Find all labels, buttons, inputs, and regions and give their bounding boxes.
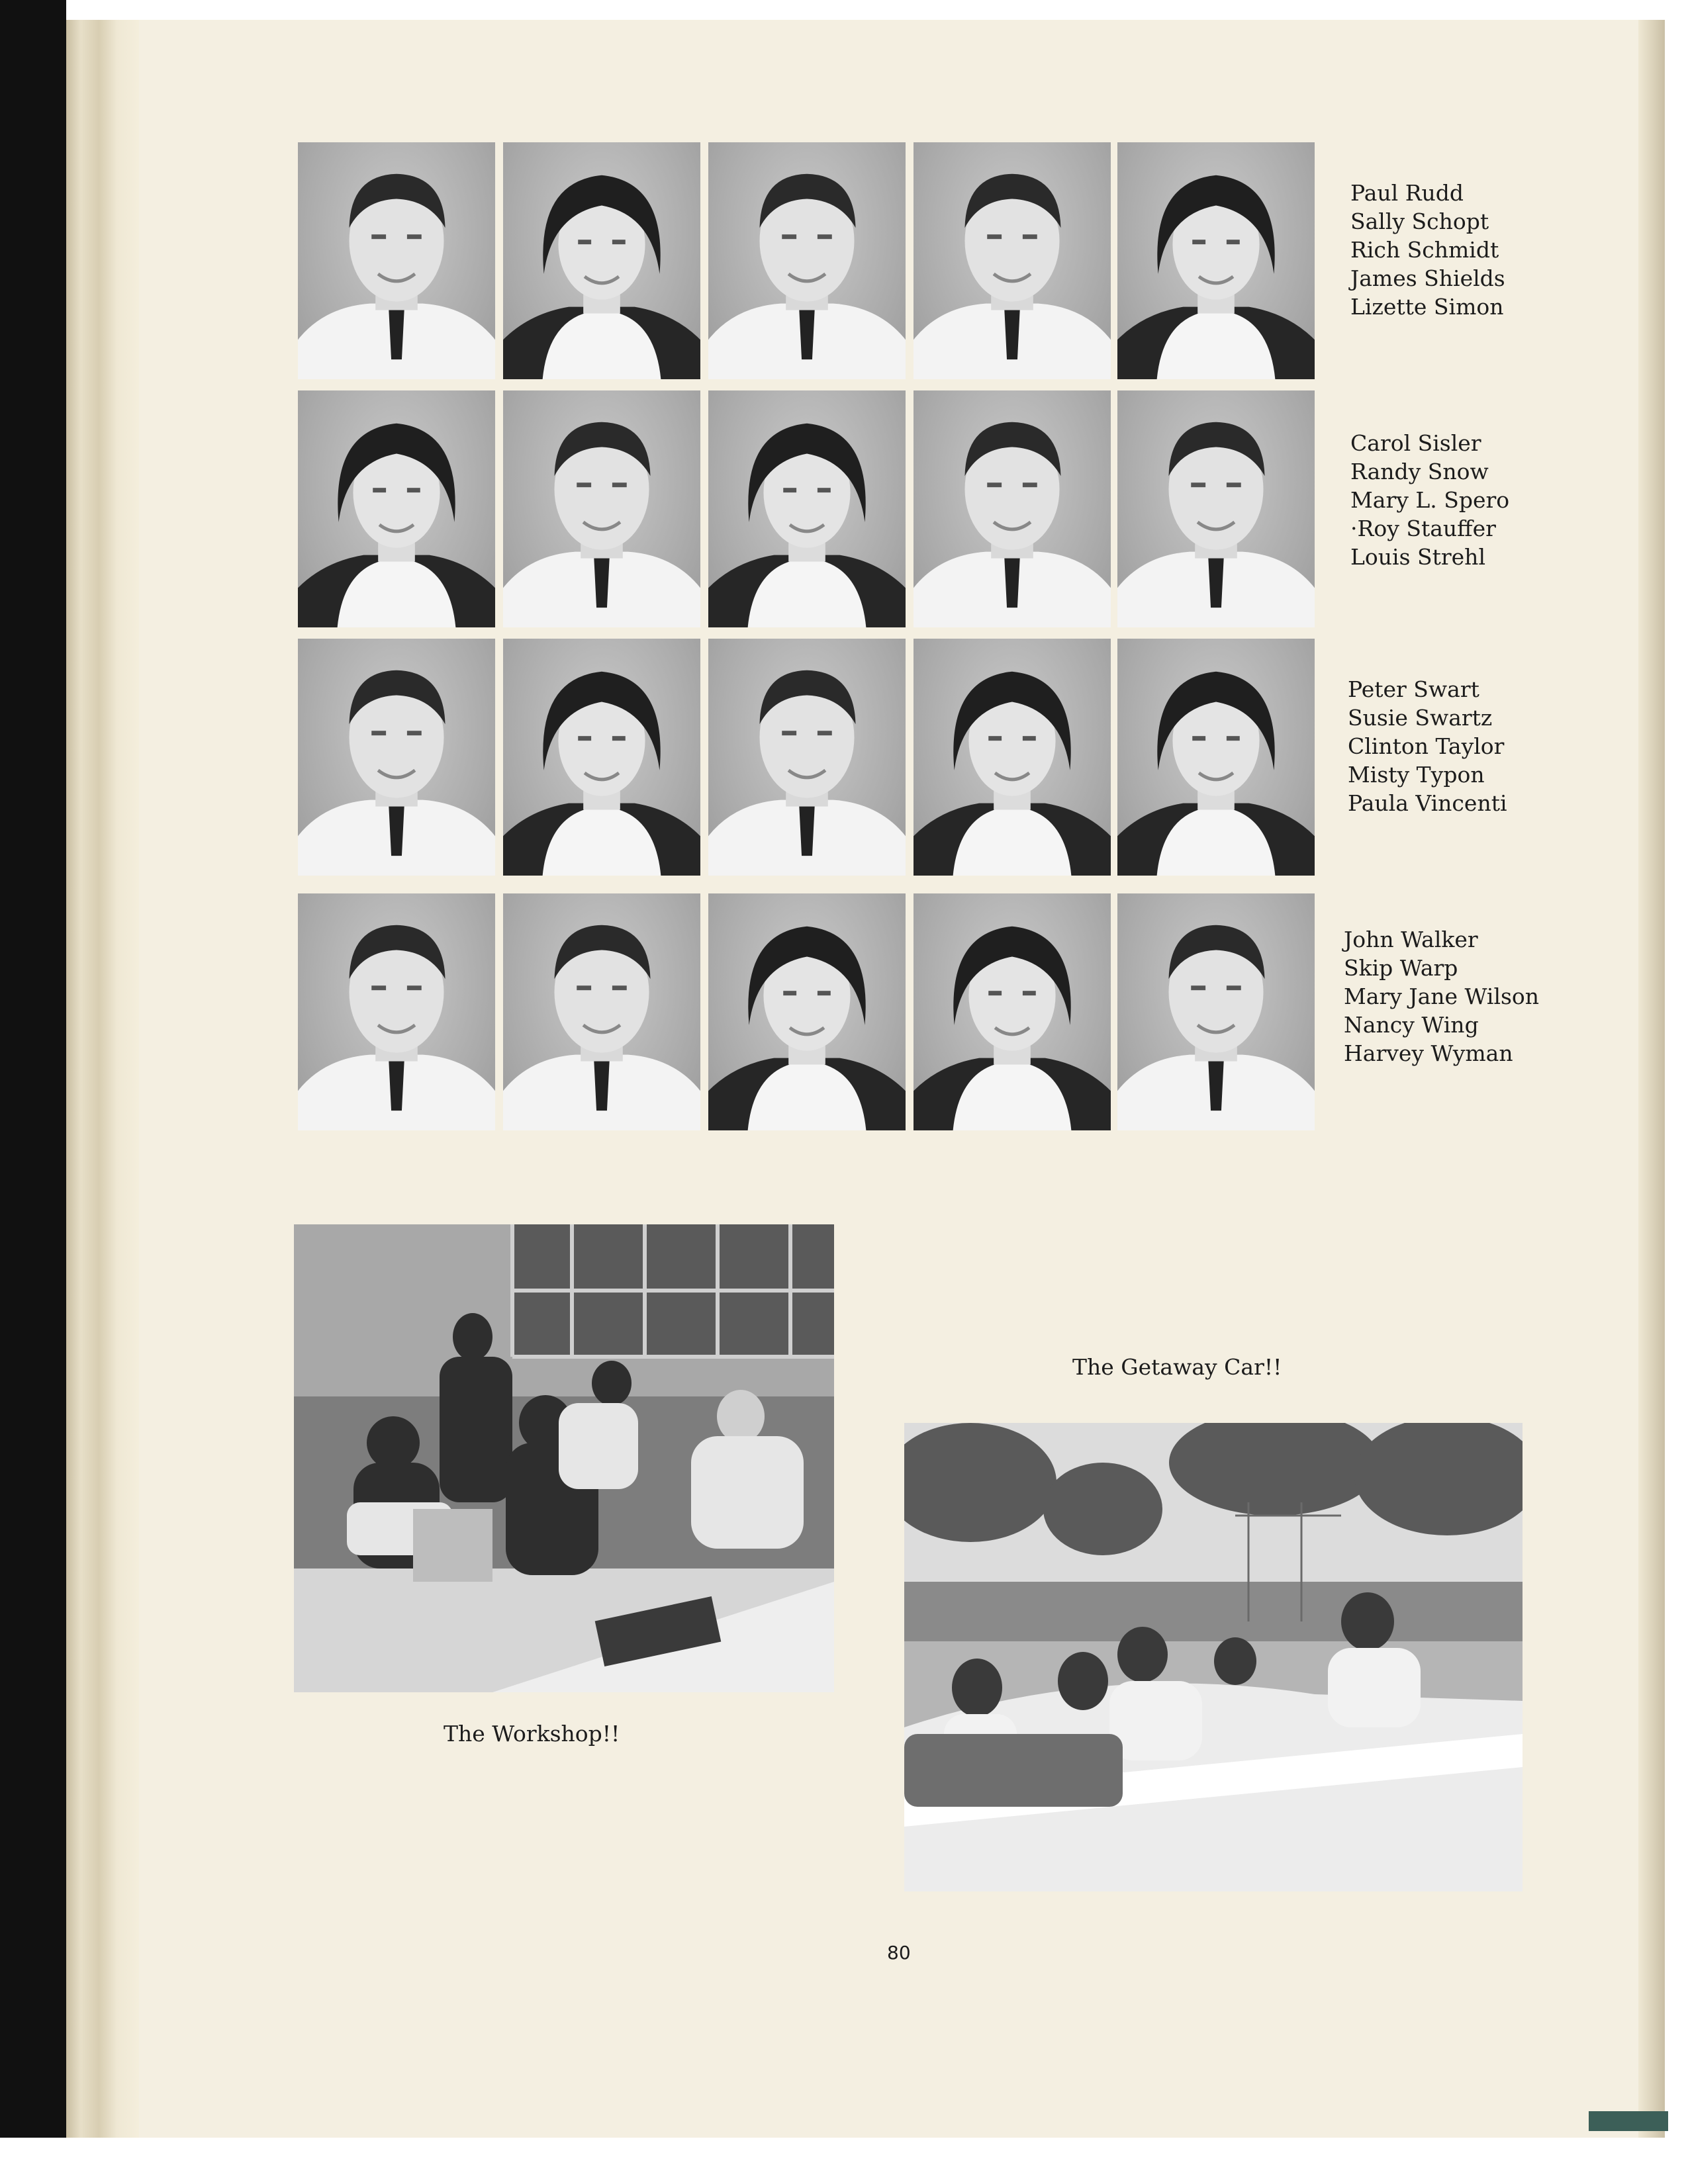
student-name: Susie Swartz	[1348, 705, 1493, 731]
student-portrait	[708, 390, 906, 627]
student-portrait	[708, 639, 906, 876]
student-name: Mary L. Spero	[1350, 487, 1510, 513]
name-list-row-2	[1350, 429, 1562, 571]
student-name: John Walker	[1344, 927, 1478, 952]
student-name: Rich Schmidt	[1350, 237, 1499, 263]
scan-border-bottom	[0, 2138, 1688, 2184]
scan-border-left	[0, 0, 66, 2184]
student-portrait	[914, 639, 1111, 876]
student-name: Nancy Wing	[1344, 1012, 1479, 1038]
student-portrait	[914, 893, 1111, 1130]
workshop-photo	[294, 1224, 834, 1692]
student-name: Clinton Taylor	[1348, 733, 1505, 759]
student-name: Harvey Wyman	[1344, 1040, 1513, 1066]
name-list-row-4	[1344, 925, 1556, 1068]
student-portrait	[1117, 639, 1315, 876]
student-portrait	[503, 390, 700, 627]
student-name: Sally Schopt	[1350, 208, 1489, 234]
student-portrait	[1117, 893, 1315, 1130]
student-portrait	[1117, 142, 1315, 379]
student-portrait	[298, 893, 495, 1130]
student-name: Paul Rudd	[1350, 180, 1464, 206]
student-portrait	[503, 639, 700, 876]
student-portrait	[914, 142, 1111, 379]
student-portrait	[298, 390, 495, 627]
student-name: Louis Strehl	[1350, 544, 1485, 570]
page-number: 80	[887, 1942, 911, 1964]
student-name: ·Roy Stauffer	[1350, 516, 1496, 541]
student-name: Mary Jane Wilson	[1344, 983, 1540, 1009]
student-portrait	[298, 142, 495, 379]
student-portrait	[503, 142, 700, 379]
student-portrait	[503, 893, 700, 1130]
student-portrait	[708, 893, 906, 1130]
student-portrait	[708, 142, 906, 379]
student-name: James Shields	[1350, 265, 1505, 291]
student-name: Misty Typon	[1348, 762, 1485, 788]
binding-tab	[1589, 2111, 1668, 2131]
student-name: Skip Warp	[1344, 955, 1458, 981]
getaway-car-photo	[904, 1423, 1523, 1891]
page-edge	[1638, 20, 1665, 2138]
name-list-row-1	[1350, 179, 1562, 321]
getaway-caption: The Getaway Car!!	[1072, 1354, 1282, 1380]
student-portrait	[914, 390, 1111, 627]
student-name: Randy Snow	[1350, 459, 1489, 484]
student-name: Lizette Simon	[1350, 294, 1504, 320]
name-list-row-3	[1348, 675, 1560, 817]
student-name: Carol Sisler	[1350, 430, 1481, 456]
student-name: Peter Swart	[1348, 676, 1479, 702]
student-portrait	[298, 639, 495, 876]
workshop-caption: The Workshop!!	[444, 1721, 620, 1747]
student-name: Paula Vincenti	[1348, 790, 1507, 816]
student-portrait	[1117, 390, 1315, 627]
book-binding	[66, 20, 139, 2138]
